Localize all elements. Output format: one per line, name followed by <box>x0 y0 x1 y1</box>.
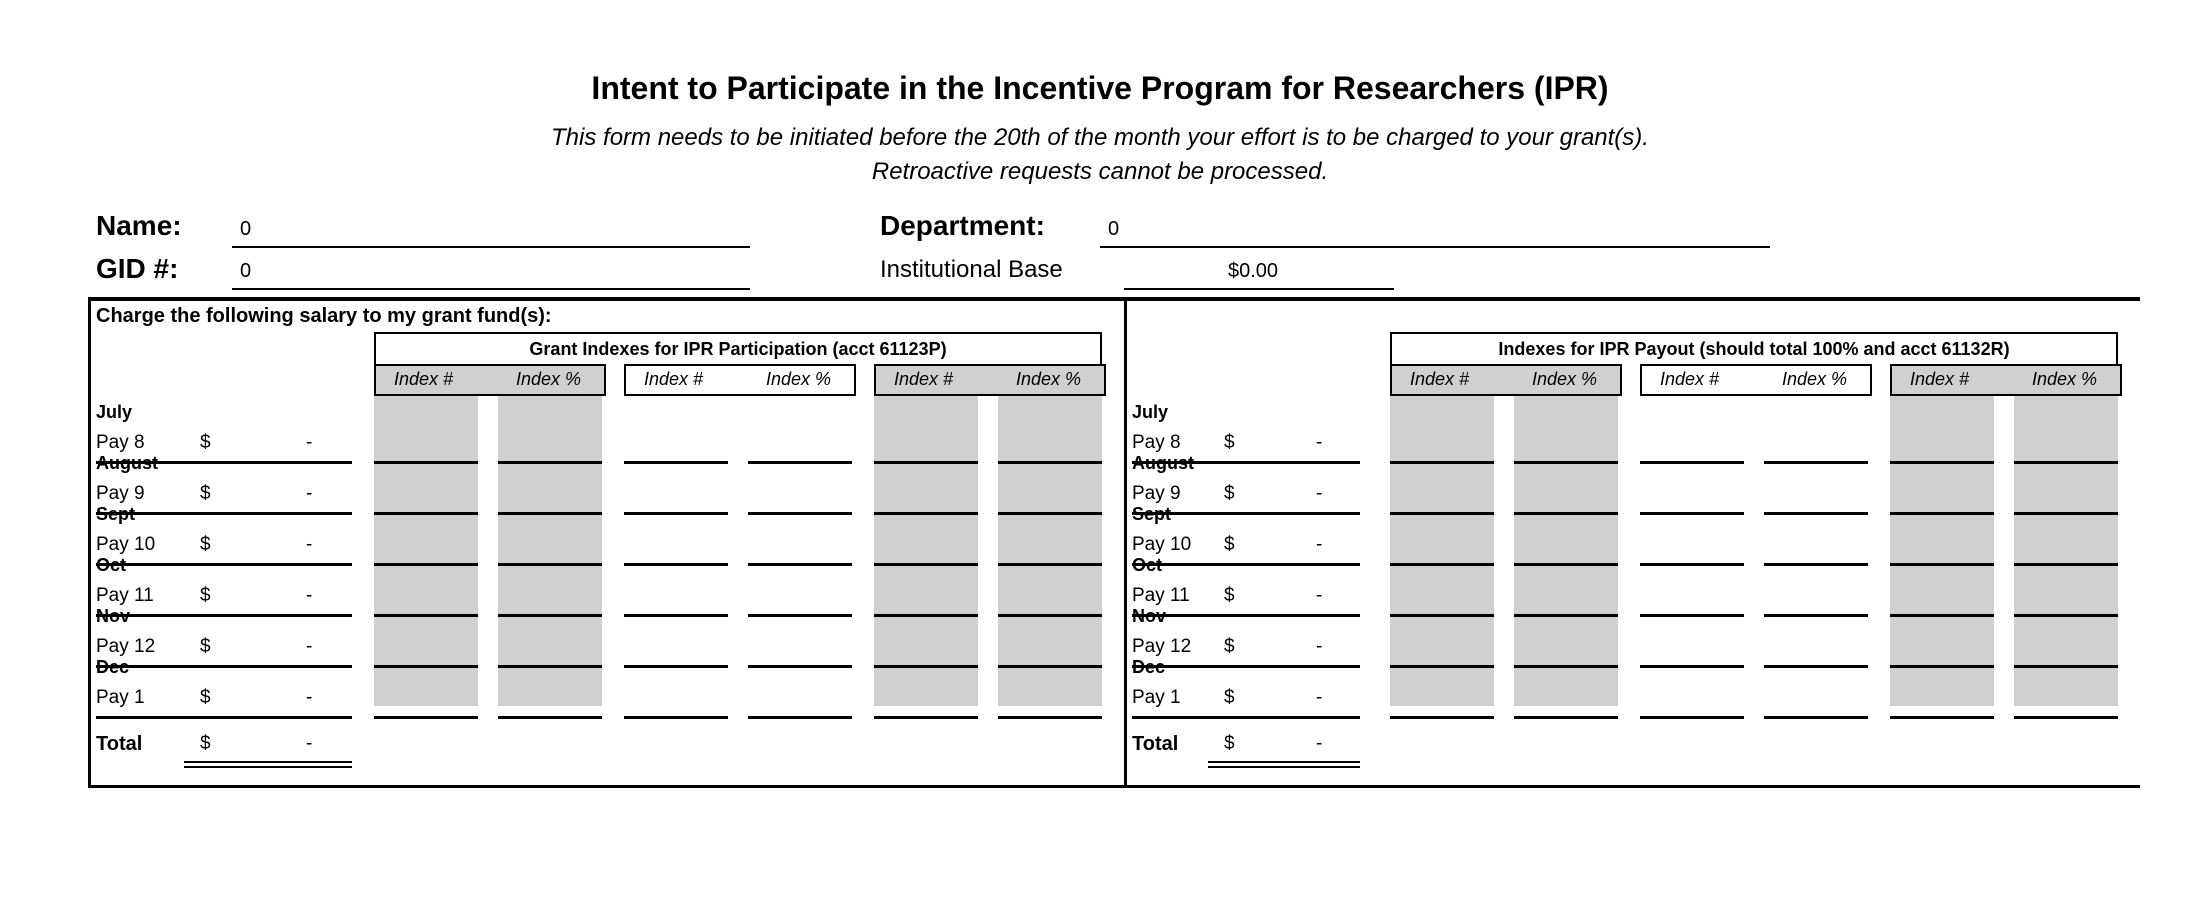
right-cell-3-1-1[interactable] <box>1390 563 1494 566</box>
right-row-6-underline <box>1132 716 1360 719</box>
right-total-double-underline <box>1208 761 1360 768</box>
left-group-2-index-num-label: Index # <box>644 369 704 389</box>
left-cell-3-2-1[interactable] <box>624 563 728 566</box>
name-field[interactable] <box>232 216 750 248</box>
right-cell-3-1-2[interactable] <box>1514 563 1618 566</box>
right-group-1-index-pct-label: Index % <box>1532 369 1598 389</box>
right-row-4-amount: - <box>1316 585 1323 606</box>
right-cell-5-3-1[interactable] <box>1890 665 1994 668</box>
left-cell-5-2-1[interactable] <box>624 665 728 668</box>
right-row-4-currency: $ <box>1224 585 1235 606</box>
left-cell-3-1-2[interactable] <box>498 563 602 566</box>
right-total-label: Total <box>1132 733 1179 755</box>
left-row-4-currency: $ <box>200 585 211 606</box>
right-cell-6-1-2[interactable] <box>1514 716 1618 719</box>
left-row-6-month: Dec <box>96 657 130 677</box>
right-cell-5-1-1[interactable] <box>1390 665 1494 668</box>
right-cell-1-2-1[interactable] <box>1640 461 1744 464</box>
left-row-1-currency: $ <box>200 432 211 453</box>
left-cell-5-1-2[interactable] <box>498 665 602 668</box>
left-cell-4-1-2[interactable] <box>498 614 602 617</box>
right-row-2-month: August <box>1132 453 1194 473</box>
left-group-1-col-1-shade <box>374 396 478 706</box>
right-row-1-month: July <box>1132 402 1169 422</box>
left-row-5-underline <box>96 665 352 668</box>
right-row-4-month: Oct <box>1132 555 1163 575</box>
right-cell-3-2-2[interactable] <box>1764 563 1868 566</box>
gid-value: 0 <box>240 260 252 282</box>
right-cell-4-3-1[interactable] <box>1890 614 1994 617</box>
left-row-6-underline <box>96 716 352 719</box>
left-section-intro: Charge the following salary to my grant fund(s): <box>96 305 552 327</box>
right-row-3-amount: - <box>1316 534 1323 555</box>
right-row-1-currency: $ <box>1224 432 1235 453</box>
left-cell-4-2-2[interactable] <box>748 614 852 617</box>
name-label: Name: <box>96 210 182 241</box>
right-row-5-month: Nov <box>1132 606 1167 626</box>
left-total-label: Total <box>96 733 143 755</box>
left-cell-6-1-2[interactable] <box>498 716 602 719</box>
right-cell-4-1-1[interactable] <box>1390 614 1494 617</box>
right-cell-2-2-1[interactable] <box>1640 512 1744 515</box>
left-group-1-header <box>374 364 606 396</box>
right-total-amount: - <box>1316 733 1323 754</box>
left-cell-1-2-1[interactable] <box>624 461 728 464</box>
left-cell-3-3-2[interactable] <box>998 563 1102 566</box>
left-row-6-amount: - <box>306 687 313 708</box>
left-group-3-col-1-shade <box>874 396 978 706</box>
right-row-6-month: Dec <box>1132 657 1166 677</box>
right-cell-1-1-2[interactable] <box>1514 461 1618 464</box>
right-cell-5-2-2[interactable] <box>1764 665 1868 668</box>
left-row-1-month: July <box>96 402 133 422</box>
left-group-3-index-pct-label: Index % <box>1016 369 1082 389</box>
right-group-1-col-1-shade <box>1390 396 1494 706</box>
left-cell-4-3-1[interactable] <box>874 614 978 617</box>
right-cell-1-3-1[interactable] <box>1890 461 1994 464</box>
frame-left-rule <box>88 297 91 787</box>
right-cell-5-3-2[interactable] <box>2014 665 2118 668</box>
left-row-6-pay: Pay 1 <box>96 687 145 708</box>
left-group-3-index-num-label: Index # <box>894 369 954 389</box>
left-row-6-currency: $ <box>200 687 211 708</box>
right-row-3-pay: Pay 10 <box>1132 534 1192 555</box>
right-row-4-underline <box>1132 614 1360 617</box>
left-row-4-month: Oct <box>96 555 127 575</box>
left-cell-2-3-1[interactable] <box>874 512 978 515</box>
right-cell-4-2-2[interactable] <box>1764 614 1868 617</box>
left-cell-1-3-1[interactable] <box>874 461 978 464</box>
left-cell-2-2-1[interactable] <box>624 512 728 515</box>
left-total-double-underline <box>184 761 352 768</box>
department-field[interactable] <box>1100 216 1770 248</box>
form-subtitle-line-1: This form needs to be initiated before the 20th of the month your effort is to be charged to your grant(s). <box>551 124 1649 151</box>
left-cell-6-2-2[interactable] <box>748 716 852 719</box>
name-value: 0 <box>240 218 252 240</box>
right-cell-3-3-1[interactable] <box>1890 563 1994 566</box>
left-cell-3-1-1[interactable] <box>374 563 478 566</box>
left-row-1-amount: - <box>306 432 313 453</box>
left-cell-5-1-1[interactable] <box>374 665 478 668</box>
right-row-3-underline <box>1132 563 1360 566</box>
left-cell-1-3-2[interactable] <box>998 461 1102 464</box>
left-group-1-col-2-shade <box>498 396 602 706</box>
right-cell-1-2-2[interactable] <box>1764 461 1868 464</box>
right-row-3-month: Sept <box>1132 504 1172 524</box>
left-row-5-currency: $ <box>200 636 211 657</box>
left-cell-1-2-2[interactable] <box>748 461 852 464</box>
form-subtitle-line-2: Retroactive requests cannot be processed. <box>871 158 1329 185</box>
left-cell-2-3-2[interactable] <box>998 512 1102 515</box>
left-row-5-amount: - <box>306 636 313 657</box>
right-cell-3-2-1[interactable] <box>1640 563 1744 566</box>
right-cell-5-2-1[interactable] <box>1640 665 1744 668</box>
right-cell-4-3-2[interactable] <box>2014 614 2118 617</box>
right-cell-2-3-2[interactable] <box>2014 512 2118 515</box>
right-cell-1-3-2[interactable] <box>2014 461 2118 464</box>
left-group-1-index-num-label: Index # <box>394 369 454 389</box>
left-cell-2-1-1[interactable] <box>374 512 478 515</box>
right-cell-6-2-1[interactable] <box>1640 716 1744 719</box>
right-row-1-pay: Pay 8 <box>1132 432 1181 453</box>
left-row-4-underline <box>96 614 352 617</box>
frame-bottom-rule <box>88 785 2140 788</box>
right-cell-2-1-2[interactable] <box>1514 512 1618 515</box>
frame-divider <box>1124 297 1127 787</box>
left-row-3-pay: Pay 10 <box>96 534 156 555</box>
right-cell-3-3-2[interactable] <box>2014 563 2118 566</box>
left-group-3-header <box>874 364 1106 396</box>
left-cell-3-2-2[interactable] <box>748 563 852 566</box>
left-cell-4-2-1[interactable] <box>624 614 728 617</box>
left-cell-5-3-2[interactable] <box>998 665 1102 668</box>
left-row-4-amount: - <box>306 585 313 606</box>
left-cell-5-2-2[interactable] <box>748 665 852 668</box>
right-group-1-col-2-shade <box>1514 396 1618 706</box>
left-total-currency: $ <box>200 733 211 754</box>
right-cell-2-3-1[interactable] <box>1890 512 1994 515</box>
right-total-currency: $ <box>1224 733 1235 754</box>
left-row-4-pay: Pay 11 <box>96 585 154 606</box>
right-group-3-col-1-shade <box>1890 396 1994 706</box>
right-group-3-index-num-label: Index # <box>1910 369 1970 389</box>
left-row-3-currency: $ <box>200 534 211 555</box>
right-group-3-col-2-shade <box>2014 396 2118 706</box>
left-grid-title: Grant Indexes for IPR Participation (acct 61123P) <box>374 332 1102 364</box>
right-group-2-index-pct-label: Index % <box>1782 369 1848 389</box>
right-cell-6-2-2[interactable] <box>1764 716 1868 719</box>
institutional-base-value: $0.00 <box>1228 260 1279 282</box>
right-group-1-header <box>1390 364 1622 396</box>
left-group-3-col-2-shade <box>998 396 1102 706</box>
gid-field[interactable] <box>232 258 750 290</box>
right-row-2-currency: $ <box>1224 483 1235 504</box>
right-cell-4-2-1[interactable] <box>1640 614 1744 617</box>
left-row-3-amount: - <box>306 534 313 555</box>
left-total-amount: - <box>306 733 313 754</box>
institutional-base-field[interactable] <box>1124 258 1394 290</box>
left-cell-2-2-2[interactable] <box>748 512 852 515</box>
right-row-6-amount: - <box>1316 687 1323 708</box>
left-row-3-underline <box>96 563 352 566</box>
left-row-5-month: Nov <box>96 606 131 626</box>
left-row-5-pay: Pay 12 <box>96 636 156 657</box>
left-cell-4-1-1[interactable] <box>374 614 478 617</box>
left-row-2-amount: - <box>306 483 313 504</box>
right-group-1-index-num-label: Index # <box>1410 369 1470 389</box>
right-row-5-currency: $ <box>1224 636 1235 657</box>
right-row-5-pay: Pay 12 <box>1132 636 1192 657</box>
left-cell-6-2-1[interactable] <box>624 716 728 719</box>
right-grid-title: Indexes for IPR Payout (should total 100% and acct 61132R) <box>1390 332 2118 364</box>
left-cell-5-3-1[interactable] <box>874 665 978 668</box>
left-cell-1-1-1[interactable] <box>374 461 478 464</box>
right-cell-6-3-1[interactable] <box>1890 716 1994 719</box>
left-cell-1-1-2[interactable] <box>498 461 602 464</box>
right-row-6-pay: Pay 1 <box>1132 687 1181 708</box>
right-row-6-currency: $ <box>1224 687 1235 708</box>
left-cell-4-3-2[interactable] <box>998 614 1102 617</box>
right-row-5-underline <box>1132 665 1360 668</box>
right-row-4-pay: Pay 11 <box>1132 585 1190 606</box>
right-group-2-index-num-label: Index # <box>1660 369 1720 389</box>
department-value: 0 <box>1108 218 1120 240</box>
left-group-2-index-pct-label: Index % <box>766 369 832 389</box>
right-cell-6-1-1[interactable] <box>1390 716 1494 719</box>
institutional-base-label: Institutional Base <box>880 256 1063 283</box>
right-row-1-amount: - <box>1316 432 1323 453</box>
right-cell-6-3-2[interactable] <box>2014 716 2118 719</box>
left-cell-2-1-2[interactable] <box>498 512 602 515</box>
left-cell-6-3-2[interactable] <box>998 716 1102 719</box>
right-row-3-currency: $ <box>1224 534 1235 555</box>
right-group-3-header <box>1890 364 2122 396</box>
frame-top-rule <box>88 297 2140 301</box>
left-group-1-index-pct-label: Index % <box>516 369 582 389</box>
left-row-1-pay: Pay 8 <box>96 432 145 453</box>
right-group-2-header <box>1640 364 1872 396</box>
right-cell-1-1-1[interactable] <box>1390 461 1494 464</box>
left-row-3-month: Sept <box>96 504 136 524</box>
right-group-3-index-pct-label: Index % <box>2032 369 2098 389</box>
right-cell-2-1-1[interactable] <box>1390 512 1494 515</box>
right-cell-2-2-2[interactable] <box>1764 512 1868 515</box>
left-row-2-currency: $ <box>200 483 211 504</box>
right-cell-5-1-2[interactable] <box>1514 665 1618 668</box>
left-cell-6-3-1[interactable] <box>874 716 978 719</box>
left-cell-3-3-1[interactable] <box>874 563 978 566</box>
left-row-2-month: August <box>96 453 158 473</box>
left-row-2-pay: Pay 9 <box>96 483 145 504</box>
department-label: Department: <box>880 210 1045 241</box>
left-group-2-header <box>624 364 856 396</box>
gid-label: GID #: <box>96 253 179 284</box>
form-title: Intent to Participate in the Incentive Program for Researchers (IPR) <box>591 70 1609 106</box>
right-row-2-amount: - <box>1316 483 1323 504</box>
right-row-2-pay: Pay 9 <box>1132 483 1181 504</box>
right-row-5-amount: - <box>1316 636 1323 657</box>
right-cell-4-1-2[interactable] <box>1514 614 1618 617</box>
left-cell-6-1-1[interactable] <box>374 716 478 719</box>
